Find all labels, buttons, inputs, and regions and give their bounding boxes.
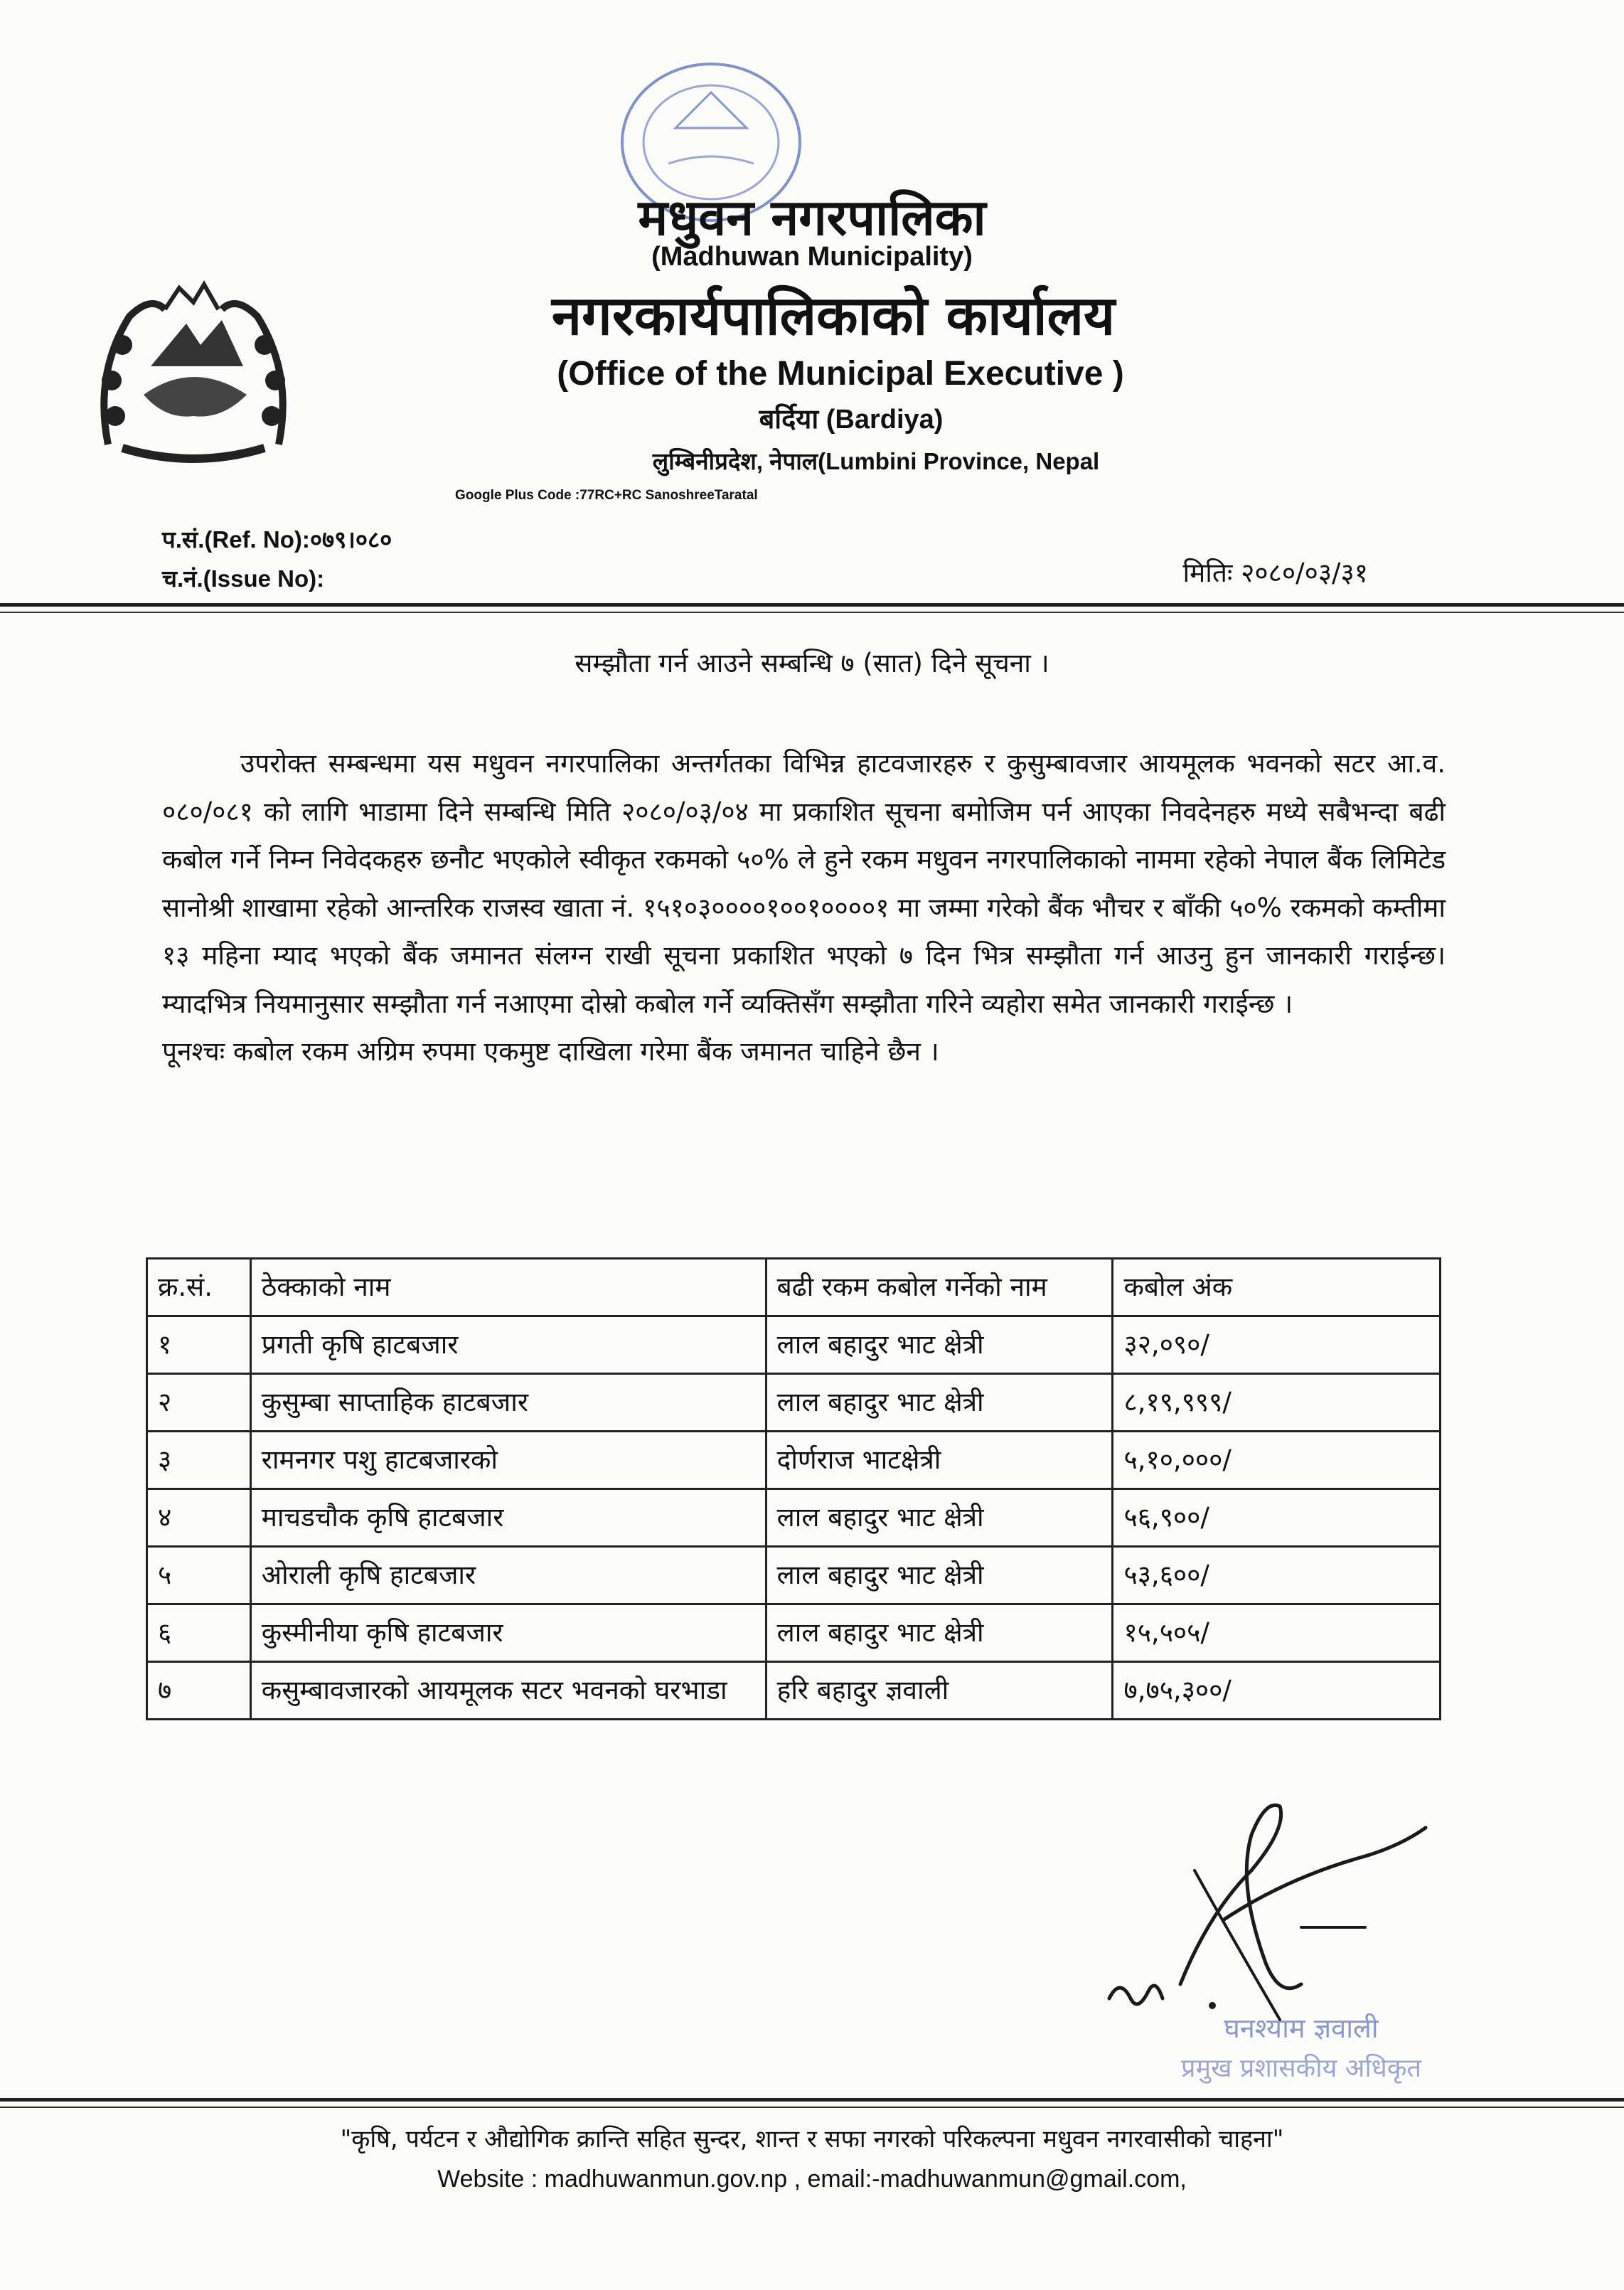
cell-bidder-name: लाल बहादुर भाट क्षेत्री bbox=[766, 1604, 1113, 1662]
cell-bidder-name: दोर्णराज भाटक्षेत्री bbox=[766, 1432, 1113, 1489]
table-row bbox=[147, 1662, 1441, 1720]
cell-bid-amount: ५३,६००/ bbox=[1113, 1547, 1441, 1604]
cell-serial: ६ bbox=[147, 1604, 251, 1662]
cell-bid-amount: ३२,०९०/ bbox=[1113, 1316, 1441, 1374]
notice-paragraph: उपरोक्त सम्बन्धमा यस मधुवन नगरपालिका अन्तर्गतका विभिन्न हाटवजारहरु र कुसुम्बावजार आयमूलक भवनको सटर आ.व. ०८०/०८१ को लागि भाडामा दिने सम्बन्धि मिति २०८०/०३/०४ मा प्रकाशित सूचना बमोजिम पर्न आएका निवदेनहरु मध्ये सबैभन्दा बढी कबोल गर्ने निम्न निवेदकहरु छनौट भएकोले स्वीकृत रकमको ५०% ले हुने रकम मधुवन नगरपालिकाको नाममा रहेको नेपाल बैंक लिमिटेड सानोश्री शाखामा रहेको आन्तरिक राजस्व खाता नं. १५१०३००००१००१००००१ मा जम्मा गरेको बैंक भौचर र बाँकी ५०% रकमको कम्तीमा १३ महिना म्याद भएको बैंक जमानत संलग्न राखी सूचना प्रकाशित भएको ७ दिन भित्र सम्झौता गर्न आउनु हुन जानकारी गराईन्छ।म्यादभित्र नियमानुसार सम्झौता गर्न नआएमा दोस्रो कबोल गर्ने व्यक्तिसँग सम्झौता गरिने व्यहोरा समेत जानकारी गराईन्छ । bbox=[162, 748, 1446, 1019]
cell-serial: ५ bbox=[147, 1547, 251, 1604]
officer-stamp-title: प्रमुख प्रशासकीय अधिकृत bbox=[1181, 2054, 1421, 2083]
header-contract-name: ठेक्काको नाम bbox=[250, 1259, 766, 1316]
notice-postscript: पूनश्चः कबोल रकम अग्रिम रुपमा एकमुष्ट दाखिला गरेमा बैंक जमानत चाहिने छैन । bbox=[162, 1036, 939, 1067]
document-date: मितिः २०८०/०३/३१ bbox=[1182, 558, 1368, 588]
header-serial: क्र.सं. bbox=[147, 1259, 251, 1316]
header-bid-amount: कबोल अंक bbox=[1113, 1259, 1441, 1316]
cell-bidder-name: लाल बहादुर भाट क्षेत्री bbox=[766, 1547, 1113, 1604]
officer-stamp-name: घनश्याम ज्ञवाली bbox=[1224, 2013, 1379, 2044]
cell-bidder-name: हरि बहादुर ज्ञवाली bbox=[766, 1662, 1113, 1720]
issue-number: च.नं.(Issue No): bbox=[162, 565, 325, 592]
table-header-row bbox=[147, 1259, 1441, 1316]
table-row bbox=[147, 1604, 1441, 1662]
cell-contract-name: ओराली कृषि हाटबजार bbox=[250, 1547, 766, 1604]
footer-motto: "कृषि, पर्यटन र औद्योगिक क्रान्ति सहित सुन्दर, शान्त र सफा नगरको परिकल्पना मधुवन नगरवासीको चाहना" bbox=[340, 2125, 1284, 2153]
footer-divider bbox=[0, 2098, 1624, 2102]
notice-body bbox=[162, 740, 1446, 1076]
cell-serial: ७ bbox=[147, 1662, 251, 1720]
office-name-nepali: नगरकार्यपालिकाको कार्यालय bbox=[551, 284, 1116, 347]
cell-bid-amount: ७,७५,३००/ bbox=[1113, 1662, 1441, 1720]
table-row bbox=[147, 1489, 1441, 1547]
table-row bbox=[147, 1374, 1441, 1432]
footer-divider-thin bbox=[0, 2107, 1624, 2108]
reference-number: प.सं.(Ref. No):०७९।०८० bbox=[162, 526, 392, 553]
google-plus-code: Google Plus Code :77RC+RC SanoshreeTaratal bbox=[455, 488, 758, 503]
cell-contract-name: कुस्मीनीया कृषि हाटबजार bbox=[250, 1604, 766, 1662]
cell-contract-name: रामनगर पशु हाटबजारको bbox=[250, 1432, 766, 1489]
officer-stamp bbox=[1152, 2006, 1451, 2091]
cell-serial: ४ bbox=[147, 1489, 251, 1547]
cell-bid-amount: ५,१०,०००/ bbox=[1113, 1432, 1441, 1489]
municipality-name-nepali: मधुवन नगरपालिका bbox=[638, 188, 986, 247]
cell-bid-amount: ५६,९००/ bbox=[1113, 1489, 1441, 1547]
cell-contract-name: प्रगती कृषि हाटबजार bbox=[250, 1316, 766, 1374]
district-name: बर्दिया (Bardiya) bbox=[759, 405, 944, 435]
contract-table bbox=[146, 1257, 1441, 1720]
notice-subject: सम्झौता गर्न आउने सम्बन्धि ७ (सात) दिने सूचना । bbox=[575, 648, 1049, 678]
cell-bid-amount: ८,१९,९९९/ bbox=[1113, 1374, 1441, 1432]
header-bidder-name: बढी रकम कबोल गर्नेको नाम bbox=[766, 1259, 1113, 1316]
table-row bbox=[147, 1432, 1441, 1489]
table-row bbox=[147, 1547, 1441, 1604]
footer-website: Website : madhuwanmun.gov.np , email:-madhuwanmun@gmail.com, bbox=[437, 2166, 1187, 2193]
municipality-name-english: (Madhuwan Municipality) bbox=[651, 242, 973, 272]
header-divider bbox=[0, 603, 1624, 607]
cell-contract-name: माचडचौक कृषि हाटबजार bbox=[250, 1489, 766, 1547]
cell-bid-amount: १५,५०५/ bbox=[1113, 1604, 1441, 1662]
cell-serial: ३ bbox=[147, 1432, 251, 1489]
province-name: लुम्बिनीप्रदेश, नेपाल(Lumbini Province, Nepal bbox=[652, 448, 1100, 474]
table-row bbox=[147, 1316, 1441, 1374]
cell-contract-name: कुसुम्बा साप्ताहिक हाटबजार bbox=[250, 1374, 766, 1432]
cell-serial: १ bbox=[147, 1316, 251, 1374]
cell-bidder-name: लाल बहादुर भाट क्षेत्री bbox=[766, 1374, 1113, 1432]
cell-serial: २ bbox=[147, 1374, 251, 1432]
office-name-english: (Office of the Municipal Executive ) bbox=[557, 355, 1124, 393]
cell-bidder-name: लाल बहादुर भाट क्षेत्री bbox=[766, 1489, 1113, 1547]
cell-contract-name: कसुम्बावजारको आयमूलक सटर भवनको घरभाडा bbox=[250, 1662, 766, 1720]
cell-bidder-name: लाल बहादुर भाट क्षेत्री bbox=[766, 1316, 1113, 1374]
header-divider-thin bbox=[0, 612, 1624, 613]
